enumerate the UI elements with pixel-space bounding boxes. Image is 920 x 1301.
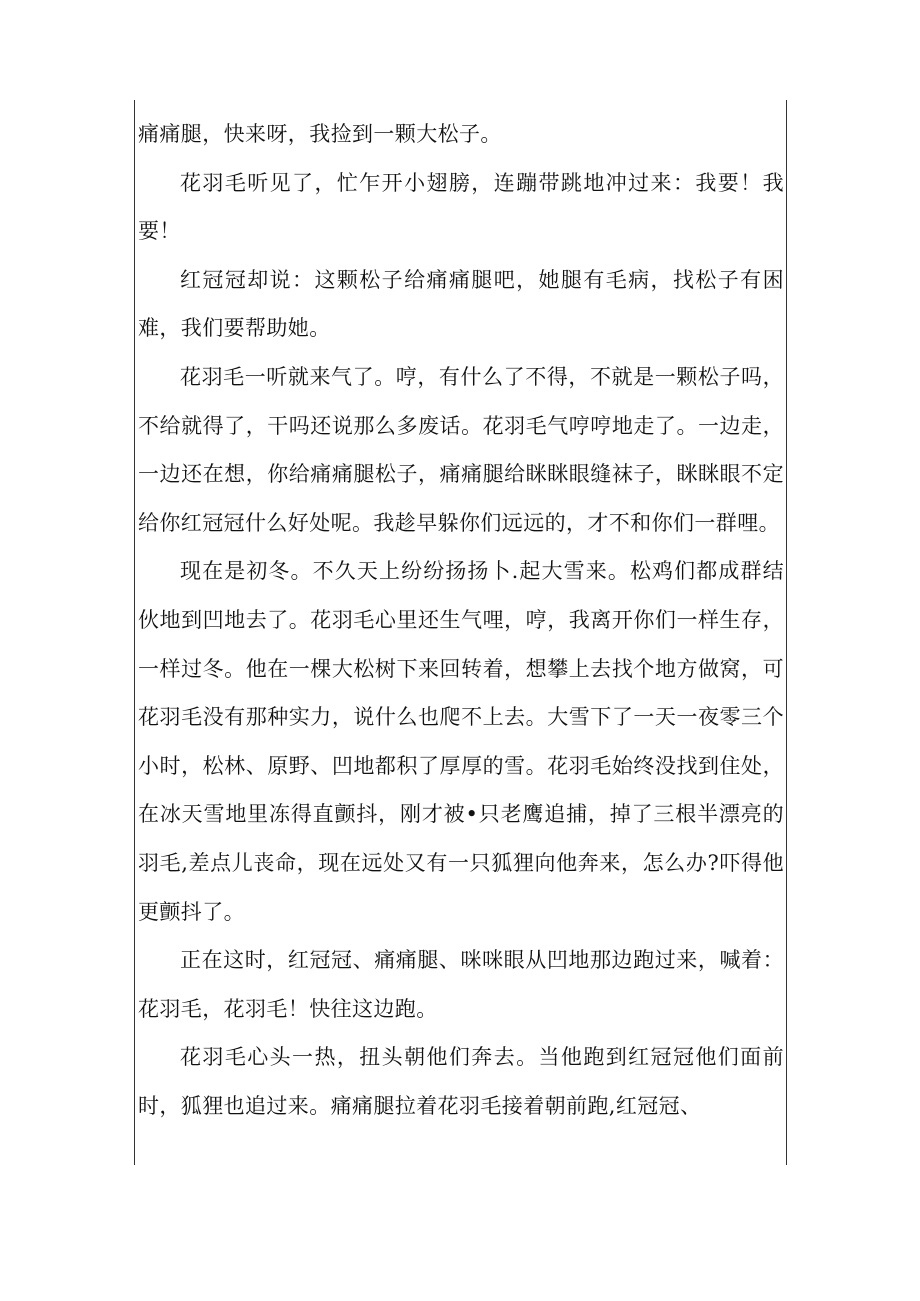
paragraph-3: 红冠冠却说：这颗松子给痛痛腿吧，她腿有毛病，找松子有困难，我们要帮助她。 xyxy=(138,267,784,341)
paragraph-2: 花羽毛听见了，忙乍开小翅膀，连蹦带跳地冲过来：我要！我要！ xyxy=(138,170,784,244)
paragraph-4: 花羽毛一听就来气了。哼，有什么了不得，不就是一颗松子吗，不给就得了，干吗还说那么多废话。花羽毛气哼哼地走了。一边走，一边还在想，你给痛痛腿松子，痛痛腿给眯眯眼缝袜子，眯眯眼不定给你红冠冠什么好处呢。我趁早躲你们远远的，才不和你们一群哩。 xyxy=(138,364,784,535)
right-border-line xyxy=(786,100,787,1165)
paragraph-1: 痛痛腿，快来呀，我捡到一颗大松子。 xyxy=(138,122,502,146)
paragraph-5: 现在是初冬。不久天上纷纷扬扬卜.起大雪来。松鸡们都成群结伙地到凹地去了。花羽毛心里还生气哩，哼，我离开你们一样生存，一样过冬。他在一棵大松树下来回转着，想攀上去找个地方做窝，可花羽毛没有那种实力，说什么也爬不上去。大雪下了一天一夜零三个小时，松林、原野、凹地都积了厚厚的雪。花羽毛始终没找到住处，在冰天雪地里冻得直颤抖，刚才被•只老鹰追捕，掉了三根半漂亮的羽毛,差点儿丧命，现在远处又有一只狐狸向他奔来，怎么办?吓得他更颤抖了。 xyxy=(138,559,784,924)
left-border-line xyxy=(134,100,135,1165)
paragraph-6: 正在这时，红冠冠、痛痛腿、咪咪眼从凹地那边跑过来，喊着：花羽毛，花羽毛！快往这边跑。 xyxy=(138,948,784,1021)
story-text xyxy=(138,110,784,1130)
paragraph-7: 花羽毛心头一热，扭头朝他们奔去。当他跑到红冠冠他们面前时，狐狸也追过来。痛痛腿拉着花羽毛接着朝前跑,红冠冠、 xyxy=(138,1045,784,1118)
